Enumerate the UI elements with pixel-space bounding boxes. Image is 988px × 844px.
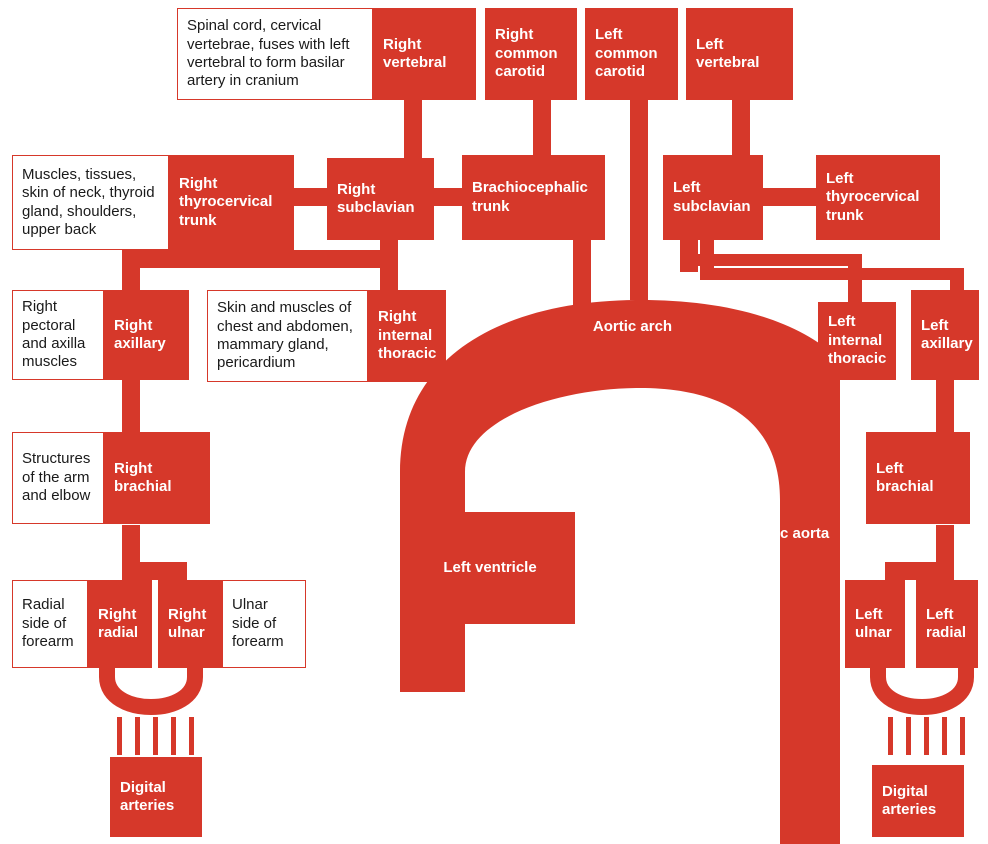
connector-right-subclavian-horizontal (122, 250, 380, 268)
node-left-ulnar (845, 580, 905, 668)
desc-right-ulnar (222, 580, 306, 668)
node-aortic-arch-label: Aortic arch (592, 318, 673, 335)
connector-left-subclavian-thyrocervical (760, 188, 820, 206)
desc-right-vertebral (177, 8, 373, 100)
connector-right-vertebral-subclavian (404, 100, 422, 158)
desc-right-axillary (12, 290, 104, 380)
desc-right-radial-text: Radial side of forearm (22, 596, 74, 651)
desc-right-radial (12, 580, 88, 668)
node-left-ventricle (405, 512, 575, 624)
node-left-common-carotid (585, 8, 678, 100)
desc-right-internal-thoracic (207, 290, 368, 382)
desc-right-ulnar-text: Ulnar side of forearm (232, 596, 284, 651)
node-right-axillary-label: Right axillary (114, 316, 166, 352)
node-right-common-carotid (485, 8, 577, 100)
node-left-common-carotid-label: Left common carotid (595, 26, 658, 81)
node-left-axillary (911, 290, 979, 380)
node-left-ventricle-label: Left ventricle (443, 558, 537, 576)
node-thoracic-aorta-label: Thoracic aorta (725, 525, 830, 542)
node-left-ulnar-label: Left ulnar (855, 605, 892, 641)
desc-right-thyrocervical-trunk (12, 155, 169, 250)
left-palmar-arch (860, 655, 985, 765)
node-right-ulnar-label: Right ulnar (168, 605, 207, 641)
connector-right-subclavian-thyrocervical (290, 188, 332, 206)
connector-right-subclavian-brachiocephalic (430, 188, 468, 206)
node-right-common-carotid-label: Right common carotid (495, 26, 558, 81)
node-left-radial (916, 580, 978, 668)
desc-right-internal-thoracic-text: Skin and muscles of chest and abdomen, mammary gland, pericardium (217, 299, 353, 372)
node-right-axillary (104, 290, 189, 380)
node-right-vertebral-label: Right vertebral (383, 35, 447, 71)
connector-left-axillary-brachial (936, 375, 954, 435)
connector-left-subclavian-v2 (700, 240, 714, 280)
node-right-radial-label: Right radial (98, 605, 139, 641)
node-left-radial-label: Left radial (926, 605, 967, 641)
desc-right-axillary-text: Right pectoral and axilla muscles (22, 298, 86, 371)
node-right-digital-label: Digital arteries (120, 778, 175, 814)
node-left-vertebral-label: Left vertebral (696, 35, 760, 71)
node-left-internal-thoracic (818, 302, 896, 380)
node-left-thyrocervical-label: Left thyrocervical trunk (826, 169, 920, 224)
node-left-subclavian (663, 155, 763, 240)
node-right-radial (88, 580, 152, 668)
node-left-brachial-label: Left brachial (876, 459, 934, 495)
node-left-internal-thoracic-label: Left internal thoracic (828, 313, 887, 368)
node-right-subclavian-label: Right subclavian (337, 180, 415, 216)
node-brachiocephalic-trunk (462, 155, 605, 240)
node-brachiocephalic-trunk-label: Brachiocephalic trunk (472, 179, 588, 215)
node-right-ulnar (158, 580, 222, 668)
node-left-vertebral (686, 8, 793, 100)
node-right-internal-thoracic (368, 290, 446, 382)
connector-left-subclavian-h2 (700, 268, 962, 280)
desc-right-brachial (12, 432, 104, 524)
connector-brachiocephalic-arch (573, 240, 591, 310)
desc-right-vertebral-text: Spinal cord, cervical vertebrae, fuses with left vertebral to form basilar artery in cranium (187, 17, 350, 90)
desc-right-thyrocervical-text: Muscles, tissues, skin of neck, thyroid gland, shoulders, upper back (22, 165, 155, 238)
node-right-vertebral (373, 8, 476, 100)
node-right-thyrocervical-trunk (169, 155, 294, 250)
connector-left-ulnar-stem (885, 562, 903, 580)
node-right-brachial-label: Right brachial (114, 459, 172, 495)
connector-right-axillary-brachial (122, 375, 140, 435)
node-left-thyrocervical-trunk (816, 155, 940, 240)
node-left-subclavian-label: Left subclavian (673, 179, 751, 215)
connector-right-ulnar-stem (169, 562, 187, 580)
node-right-digital-arteries (110, 757, 202, 837)
right-palmar-arch (95, 655, 220, 765)
desc-right-brachial-text: Structures of the arm and elbow (22, 450, 91, 505)
node-left-brachial (866, 432, 970, 524)
node-left-digital-arteries (872, 765, 964, 837)
node-left-digital-label: Digital arteries (882, 782, 937, 818)
node-right-brachial (104, 432, 210, 524)
node-right-subclavian (327, 158, 434, 240)
connector-left-vertebral-subclavian (732, 100, 750, 158)
connector-left-common-carotid (630, 100, 648, 300)
connector-right-common-carotid (533, 100, 551, 158)
node-left-axillary-label: Left axillary (921, 316, 973, 352)
node-right-thyrocervical-label: Right thyrocervical trunk (179, 174, 273, 229)
node-right-internal-thoracic-label: Right internal thoracic (378, 308, 437, 363)
